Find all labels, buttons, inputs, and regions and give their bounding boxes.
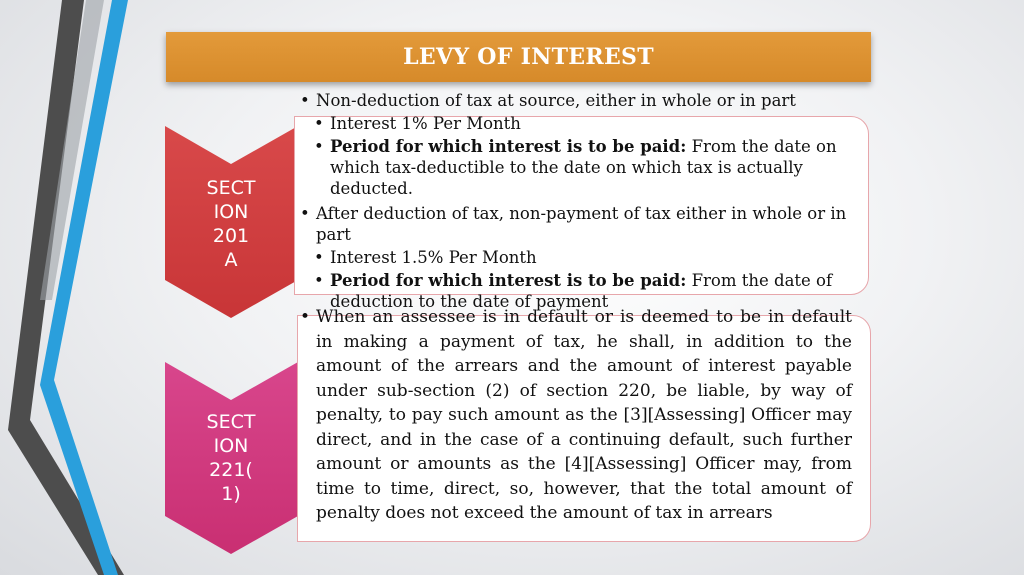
bullet-non-deduction: • Non-deduction of tax at source, either in whole or in part: [300, 90, 855, 111]
decorative-stripes: [0, 0, 140, 575]
sub-bullet-period: • Period for which interest is to be paid: From the date on which tax-deductible to the date on which tax is actually deducted.: [314, 136, 855, 199]
section-221-content: [300, 305, 852, 526]
sub-bullet-interest-rate: • Interest 1.5% Per Month: [314, 247, 855, 268]
bullet-non-payment: • After deduction of tax, non-payment of tax either in whole or in part: [300, 203, 855, 245]
section-201a-label: SECT ION 201 A: [206, 177, 256, 271]
title-bar: [166, 32, 871, 82]
section-221-label: SECT ION 221( 1): [206, 411, 256, 505]
bullet-penalty-default: • When an assessee is in default or is deemed to be in default in making a payment of tax, he shall, in addition to the amount of the arrears and the amount of interest payable under sub-section (2) of section 220, be liable, by way of penalty, to pay such amount as the [3][Assessing] Officer may direct, and in the case of a continuing default, such further amount or amounts as the [4][Assessing] Officer may, from time to time, direct, so, however, that the total amount of penalty does not exceed the amount of tax in arrears: [300, 305, 852, 526]
sub-bullet-period: • Period for which interest is to be paid: From the date of deduction to the date of payment: [314, 270, 855, 312]
slide-title: LEVY OF INTEREST: [403, 44, 654, 70]
section-201a-content: [300, 90, 855, 312]
sub-bullet-interest-rate: • Interest 1% Per Month: [314, 113, 855, 134]
